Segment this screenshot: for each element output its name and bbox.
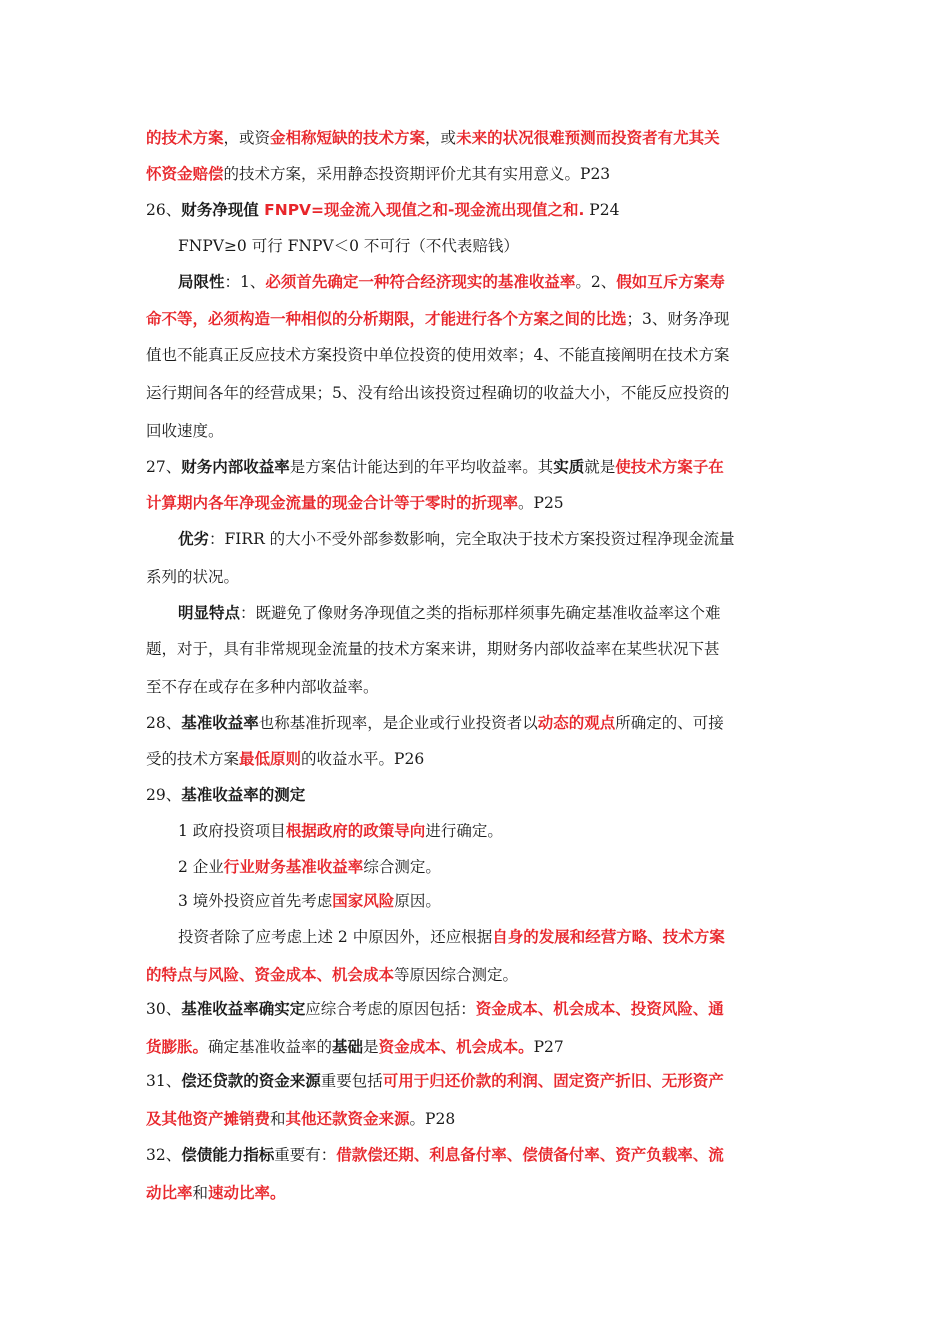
bold-term: 明显特点 xyxy=(178,604,241,622)
highlighted-text: 资金成本、机会成本、投资风险、通 xyxy=(475,1000,724,1018)
heading-27 xyxy=(146,456,724,478)
body-text: FNPV＜0 不可行（不代表赔钱） xyxy=(287,237,519,255)
highlighted-text: 其他还款资金来源 xyxy=(285,1110,410,1128)
highlighted-text: 最低原则 xyxy=(239,750,302,768)
body-text: 31、 xyxy=(146,1072,182,1090)
heading-30 xyxy=(146,998,724,1020)
body-text: 。2、 xyxy=(575,273,617,291)
highlighted-text: 金相称短缺的技术方案 xyxy=(270,129,426,147)
body-text: 32、 xyxy=(146,1146,182,1164)
list-item-3 xyxy=(178,890,441,912)
body-text: 综合测定。 xyxy=(363,858,441,876)
body-text: 至不存在或存在多种内部收益率。 xyxy=(146,678,379,696)
highlighted-text: 国家风险 xyxy=(332,892,395,910)
investor-factors-line-1 xyxy=(178,926,725,948)
limitations-line-5 xyxy=(146,420,224,442)
highlighted-text: 自身的发展和经营方略、技术方案 xyxy=(492,928,725,946)
firr-definition-line-2 xyxy=(146,492,564,514)
bold-term: 实质 xyxy=(553,458,585,476)
investor-factors-line-2 xyxy=(146,964,518,986)
heading-32 xyxy=(146,1144,724,1166)
highlighted-text: 的技术方案 xyxy=(146,129,224,147)
highlighted-text: 动态的观点 xyxy=(537,714,616,732)
body-text: 值也不能真正反应技术方案投资中单位投资的使用效率；4、不能直接阐明在技术方案 xyxy=(146,346,730,364)
highlighted-text: 命不等，必须构造一种相似的分析期限，才能进行各个方案之间的比选 xyxy=(146,310,627,328)
fnpv-criteria-line xyxy=(178,235,519,257)
body-text: 28、 xyxy=(146,714,182,732)
body-text: 的收益水平。P26 xyxy=(301,750,425,768)
body-text: 应综合考虑的原因包括： xyxy=(305,1000,476,1018)
text-line-2 xyxy=(146,163,610,185)
body-text: P27 xyxy=(533,1038,564,1056)
body-text: 就是 xyxy=(584,458,616,476)
body-text: 进行确定。 xyxy=(425,822,503,840)
highlighted-text: 可用于归还价款的利润、固定资产折旧、无形资产 xyxy=(382,1072,724,1090)
limitations-line-3 xyxy=(146,344,729,366)
benchmark-rate-line-2 xyxy=(146,748,424,770)
body-text: 重要有： xyxy=(274,1146,337,1164)
bold-term: 偿还贷款的资金来源 xyxy=(181,1072,321,1090)
body-text: ：FIRR 的大小不受外部参数影响，完全取决于技术方案投资过程净现金流量 xyxy=(209,530,735,548)
features-line-1 xyxy=(178,602,721,624)
bold-term: 基准收益率的测定 xyxy=(181,786,306,804)
highlighted-text: 行业财务基准收益率 xyxy=(223,858,364,876)
limitations-line-4 xyxy=(146,382,729,404)
bold-term: 局限性 xyxy=(178,273,225,291)
bold-term: 财务内部收益率 xyxy=(181,458,290,476)
body-text: ；3、财务净现 xyxy=(626,310,730,328)
body-text: ：1、 xyxy=(224,273,266,291)
limitations-line-1 xyxy=(178,271,725,293)
list-item-1 xyxy=(178,820,503,842)
highlighted-text: 计算期内各年净现金流量的现金合计等于零时的折现率 xyxy=(146,494,519,512)
highlighted-text: 假如互斥方案寿 xyxy=(616,273,725,291)
body-text: ，或 xyxy=(425,129,457,147)
body-text: 原因。 xyxy=(394,892,441,910)
body-text: ：既避免了像财务净现值之类的指标那样须事先确定基准收益率这个难 xyxy=(240,604,721,622)
highlighted-text: 动比率 xyxy=(146,1184,193,1202)
body-text: 2 企业 xyxy=(178,858,224,876)
heading-29 xyxy=(146,784,305,806)
body-text: 30、 xyxy=(146,1000,182,1018)
body-text: 是 xyxy=(363,1038,379,1056)
highlighted-text: FNPV=现金流入现值之和-现金流出现值之和. xyxy=(264,201,585,219)
body-text: FNPV≥0 可行 xyxy=(178,237,283,255)
body-text: 27、 xyxy=(146,458,182,476)
limitations-line-2 xyxy=(146,308,729,330)
features-line-3 xyxy=(146,676,379,698)
body-text: 。P25 xyxy=(518,494,564,512)
bold-term: 基准收益率 xyxy=(181,714,259,732)
determination-basis-line xyxy=(146,1036,564,1058)
body-text: 的技术方案，采用静态投资期评价尤其有实用意义。P23 xyxy=(223,165,611,183)
body-text: 3 境外投资应首先考虑 xyxy=(178,892,333,910)
highlighted-text: 的特点与风险、资金成本、机会成本 xyxy=(146,966,395,984)
advantages-line-2 xyxy=(146,566,239,588)
body-text: 受的技术方案 xyxy=(146,750,240,768)
body-text: 所确定的、可接 xyxy=(615,714,724,732)
body-text: 运行期间各年的经营成果；5、没有给出该投资过程确切的收益大小，不能反应投资的 xyxy=(146,384,730,402)
body-text: 重要包括 xyxy=(320,1072,383,1090)
features-line-2 xyxy=(146,638,720,660)
bold-term: 财务净现值 xyxy=(181,201,265,219)
body-text: ，或资 xyxy=(223,129,271,147)
highlighted-text: 及其他资产摊销费 xyxy=(146,1110,271,1128)
solvency-indicators-line-2 xyxy=(146,1182,286,1204)
body-text: 29、 xyxy=(146,786,182,804)
body-text: 题，对于，具有非常规现金流量的技术方案来讲，期财务内部收益率在某些状况下甚 xyxy=(146,640,720,658)
highlighted-text: 必须首先确定一种符合经济现实的基准收益率 xyxy=(265,273,576,291)
heading-28 xyxy=(146,712,724,734)
highlighted-text: 未来的状况很难预测而投资者有尤其关 xyxy=(456,129,720,147)
bold-term: 偿债能力指标 xyxy=(181,1146,275,1164)
body-text: 。P28 xyxy=(409,1110,456,1128)
bold-term: 基础 xyxy=(332,1038,364,1056)
body-text: 和 xyxy=(270,1110,286,1128)
body-text: P24 xyxy=(584,201,620,219)
body-text: 投资者除了应考虑上述 2 中原因外，还应根据 xyxy=(178,928,493,946)
repayment-sources-line-2 xyxy=(146,1108,455,1130)
list-item-2 xyxy=(178,856,441,878)
highlighted-text: 根据政府的政策导向 xyxy=(285,822,426,840)
highlighted-text: 借款偿还期、利息备付率、偿债备付率、资产负载率、流 xyxy=(336,1146,724,1164)
bold-term: 优劣 xyxy=(178,530,210,548)
body-text: 和 xyxy=(192,1184,209,1202)
body-text: 系列的状况。 xyxy=(146,568,240,586)
body-text: 回收速度。 xyxy=(146,422,224,440)
bold-term: 基准收益率确实定 xyxy=(181,1000,306,1018)
body-text: 等原因综合测定。 xyxy=(394,966,519,984)
advantages-line-1 xyxy=(178,528,735,550)
highlighted-text: 速动比率。 xyxy=(208,1184,286,1202)
body-text: 也称基准折现率，是企业或行业投资者以 xyxy=(258,714,538,732)
heading-26 xyxy=(146,199,619,221)
highlighted-text: 资金成本、机会成本。 xyxy=(378,1038,534,1056)
body-text: 确定基准收益率的 xyxy=(208,1038,333,1056)
text-line-1 xyxy=(146,127,720,149)
highlighted-text: 怀资金赔偿 xyxy=(146,165,224,183)
body-text: 26、 xyxy=(146,201,182,219)
highlighted-text: 使技术方案子在 xyxy=(615,458,724,476)
highlighted-text: 货膨胀。 xyxy=(146,1038,209,1056)
body-text: 是方案估计能达到的年平均收益率。其 xyxy=(289,458,554,476)
heading-31 xyxy=(146,1070,724,1092)
body-text: 1 政府投资项目 xyxy=(178,822,286,840)
